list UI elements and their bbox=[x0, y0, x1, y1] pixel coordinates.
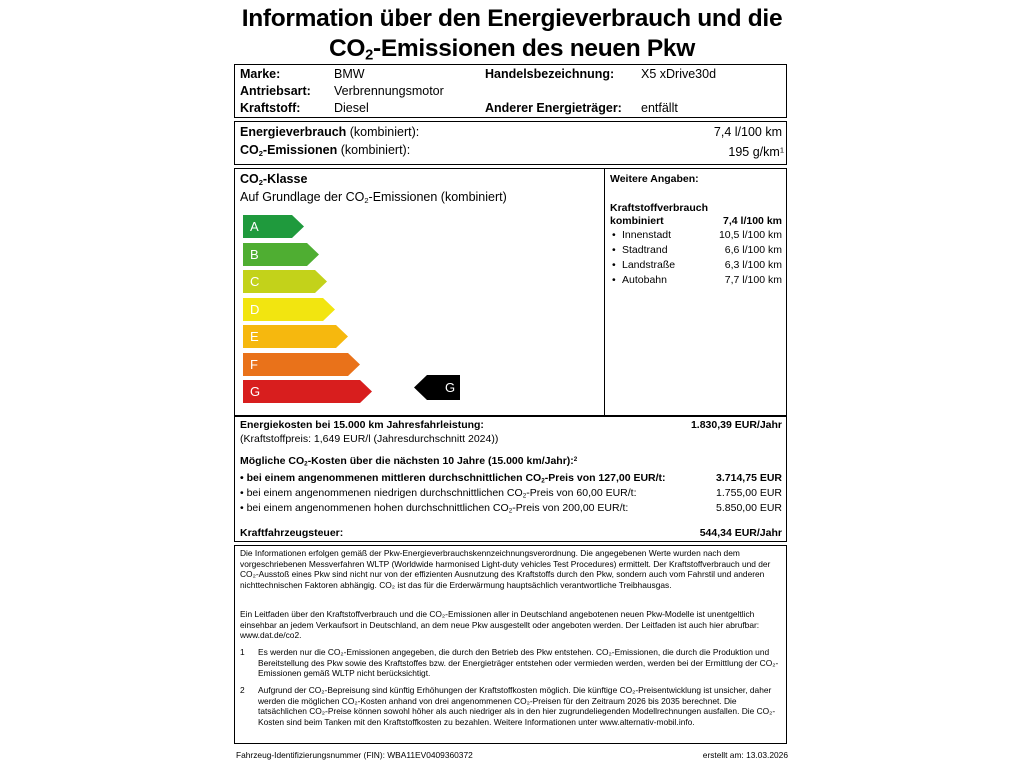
tax-label: Kraftfahrzeugsteuer: bbox=[240, 527, 344, 539]
class-heading-sub: 2 bbox=[258, 177, 263, 187]
scenario-post: -Preis von 127,00 EUR/t: bbox=[544, 472, 666, 484]
bullet: • bbox=[612, 259, 616, 271]
anderer-value: entfällt bbox=[641, 101, 678, 115]
co2-scenario-value: 3.714,75 EUR bbox=[716, 472, 782, 484]
co2-class-heading bbox=[240, 172, 307, 187]
co2-cost-heading bbox=[240, 455, 577, 468]
co2-class-arrow-b bbox=[243, 243, 319, 266]
notes-paragraph-2: Ein Leitfaden über den Kraftstoffverbrauch und die CO₂-Emissionen aller in Deutschland angebotenen neuen Pkw-Modelle ist unentgeltlich einsehbar an jedem Verkaufsort in Deutschland, an dem neue Pkw ausgestellt oder angeboten werden. Der Leitfaden ist auch hier abrufbar: www.dat.de/co2. bbox=[240, 609, 760, 641]
co2-class-letter: E bbox=[250, 329, 259, 344]
co2-class-letter: B bbox=[250, 246, 259, 262]
fuel-consumption-heading: Kraftstoffverbrauch bbox=[610, 202, 709, 214]
scenario-sub: 2 bbox=[522, 492, 527, 500]
co2-footnote-ref: 1 bbox=[779, 145, 784, 155]
notes-paragraph-1: Die Informationen erfolgen gemäß der Pkw-Energieverbrauchskennzeichnungsverordnung. Die angegebenen Werte wurden nach dem vorgeschriebenen Messverfahren WLTP (Worldwide harmonised Light-duty vehicles Test Procedures) ermittelt. Der Kraftstoffverbrauch und der CO₂-Ausstoß eines Pkw sind nicht nur von der effizienten Ausnutzung des Kraftstoffs durch den Pkw, sondern auch vom Fahrstil und anderen nichttechnischen Faktoren abhängig. CO₂ ist das für die Erderwärmung hauptsächlich verantwortliche Treibhausgas. bbox=[240, 548, 771, 590]
scenario-post: -Preis von 60,00 EUR/t: bbox=[526, 487, 637, 499]
title-rest: -Emissionen des neuen Pkw bbox=[373, 35, 695, 62]
fuel-item-label: Autobahn bbox=[622, 274, 667, 286]
tax-value: 544,34 EUR/Jahr bbox=[699, 527, 782, 539]
co2-scenario-label: • bei einem angenommenen hohen durchschnittlichen $CO_2$-Preis von 200,00 EUR/t: bbox=[240, 502, 629, 515]
bullet: • bbox=[612, 244, 616, 256]
energy-cost-value: 1.830,39 EUR/Jahr bbox=[690, 419, 782, 431]
co2-label-sub: 2 bbox=[258, 148, 263, 158]
fin-number: Fahrzeug-Identifizierungsnummer (FIN): WBA11EV0409360372 bbox=[236, 750, 473, 760]
class-subtitle-post: -Emissionen (kombiniert) bbox=[368, 190, 507, 204]
co2-scenario-label: • bei einem angenommenen niedrigen durchschnittlichen $CO_2$-Preis von 60,00 EUR/t: bbox=[240, 487, 637, 500]
co2-emission-value bbox=[728, 145, 784, 160]
co2-suffix: (kombiniert): bbox=[337, 143, 411, 157]
bullet: • bbox=[612, 274, 616, 286]
co2-label-post: -Emissionen bbox=[262, 143, 338, 157]
footnote-1-number: 1 bbox=[240, 647, 245, 657]
class-subtitle-pre: Auf Grundlage der CO bbox=[240, 190, 365, 204]
marke-label: Marke: bbox=[240, 67, 281, 81]
title-sub: 2 bbox=[365, 47, 374, 64]
co2-scenario-label: • bei einem angenommenen mittleren durchschnittlichen $CO_2$-Preis von 127,00 EUR/t: bbox=[240, 472, 666, 485]
verbrauch-line bbox=[240, 125, 419, 140]
co2-cost-footnote-ref: 2 bbox=[573, 455, 578, 463]
created-date: erstellt am: 13.03.2026 bbox=[702, 750, 788, 760]
co2-emission-line bbox=[240, 143, 410, 158]
fuel-price-note: (Kraftstoffpreis: 1,649 EUR/l (Jahresdurchschnitt 2024)) bbox=[240, 433, 499, 445]
co2-class-arrow-f bbox=[243, 353, 360, 376]
co2-class-subtitle bbox=[240, 190, 507, 205]
co2-cost-heading-pre: Mögliche CO bbox=[240, 455, 305, 467]
co2-class-letter: G bbox=[250, 384, 261, 399]
co2-class-letter: F bbox=[250, 356, 258, 372]
scenario-pre: bei einem angenommenen mittleren durchschnittlichen CO bbox=[246, 472, 542, 484]
rating-marker bbox=[414, 375, 460, 400]
class-box-divider bbox=[604, 168, 605, 416]
rating-letter: G bbox=[445, 380, 456, 395]
co2-cost-heading-post: -Kosten über die nächsten 10 Jahre (15.000 km/Jahr): bbox=[307, 455, 574, 467]
title-co: CO bbox=[328, 35, 366, 62]
title-line-1: Information über den Energieverbrauch und die bbox=[241, 5, 783, 32]
fuel-item-value: 6,6 l/100 km bbox=[724, 244, 782, 256]
kraftstoff-value: Diesel bbox=[334, 101, 369, 115]
fuel-combined-value: 7,4 l/100 km bbox=[723, 215, 782, 227]
energy-cost-label: Energiekosten bei 15.000 km Jahresfahrleistung: bbox=[240, 419, 484, 431]
fuel-item-label: Innenstadt bbox=[622, 229, 672, 241]
further-heading: Weitere Angaben: bbox=[610, 173, 699, 185]
verbrauch-suffix: (kombiniert): bbox=[346, 125, 420, 139]
fuel-combined-label: kombiniert bbox=[610, 215, 664, 227]
handel-label: Handelsbezeichnung: bbox=[485, 67, 615, 81]
fuel-item-value: 6,3 l/100 km bbox=[724, 259, 782, 271]
fuel-item-value: 7,7 l/100 km bbox=[724, 274, 782, 286]
co2-scenario-value: 1.755,00 EUR bbox=[716, 487, 782, 499]
co2-class-arrow-g bbox=[243, 380, 372, 403]
footnote-1-text: Es werden nur die CO₂-Emissionen angegeben, die durch den Betrieb des Pkw entstehen. CO₂-Emissionen, die durch die Produktion und Bereitstellung des Pkw sowie des Kraftstoffes bzw. der Energieträger entstehen oder vermieden werden, werden bei der Ermittlung der CO₂-Emissionen gemäß WLTP nicht berücksichtigt. bbox=[258, 647, 779, 679]
class-subtitle-sub: 2 bbox=[364, 195, 369, 205]
co2-class-letter: D bbox=[250, 301, 260, 317]
co2-scenario-value: 5.850,00 EUR bbox=[716, 502, 782, 514]
marke-value: BMW bbox=[334, 67, 365, 81]
co2-class-arrow-a bbox=[243, 215, 304, 238]
antrieb-label: Antriebsart: bbox=[240, 84, 311, 98]
fuel-item-value: 10,5 l/100 km bbox=[718, 229, 782, 241]
verbrauch-label: Energieverbrauch bbox=[240, 125, 347, 139]
scenario-sub: 2 bbox=[541, 477, 545, 485]
fuel-item-label: Landstraße bbox=[622, 259, 676, 271]
co2-class-letter: A bbox=[250, 219, 259, 234]
co2-class-arrow-e bbox=[243, 325, 348, 348]
anderer-label: Anderer Energieträger: bbox=[485, 101, 622, 115]
scenario-pre: bei einem angenommenen niedrigen durchschnittlichen CO bbox=[246, 487, 523, 499]
co2-class-arrow-c bbox=[243, 270, 327, 293]
co2-class-letter: C bbox=[250, 274, 260, 289]
co2-value-text: 195 g/km bbox=[728, 145, 780, 159]
class-heading-post: -Klasse bbox=[262, 172, 308, 186]
scenario-pre: bei einem angenommenen hohen durchschnittlichen CO bbox=[246, 502, 509, 514]
co2-class-arrow-d bbox=[243, 298, 335, 321]
title-line-2 bbox=[0, 34, 1024, 64]
co2-cost-heading-sub: 2 bbox=[304, 460, 308, 468]
kraftstoff-label: Kraftstoff: bbox=[240, 101, 301, 115]
co2-label-pre: CO bbox=[240, 143, 259, 157]
footnote-2-text: Aufgrund der CO₂-Bepreisung sind künftig Erhöhungen der Kraftstoffkosten möglich. Die künftige CO₂-Preisentwicklung ist unsicher, daher werden die möglichen CO₂-Kosten anhand von drei angenommenen CO₂-Preisen für den Zeitraum 2026 bis 2035 berechnet. Die tatsächlichen CO₂-Preise können sowohl höher als auch niedriger als in den hier zugrundeliegenden Modellrechnungen ausfallen. Die CO₂-Kosten sind beim Tanken mit den Kraftstoffkosten zu bezahlen. Weitere Informationen unter www.alternativ-mobil.info. bbox=[258, 685, 776, 727]
handel-value: X5 xDrive30d bbox=[641, 67, 717, 81]
scenario-post: -Preis von 200,00 EUR/t: bbox=[512, 502, 629, 514]
footnote-2-number: 2 bbox=[240, 685, 245, 695]
antrieb-value: Verbrennungsmotor bbox=[334, 84, 444, 98]
bullet: • bbox=[612, 229, 616, 241]
verbrauch-value: 7,4 l/100 km bbox=[713, 125, 782, 139]
document-title bbox=[0, 4, 1024, 64]
scenario-sub: 2 bbox=[508, 507, 513, 515]
class-heading-pre: CO bbox=[240, 172, 259, 186]
fuel-item-label: Stadtrand bbox=[622, 244, 668, 256]
